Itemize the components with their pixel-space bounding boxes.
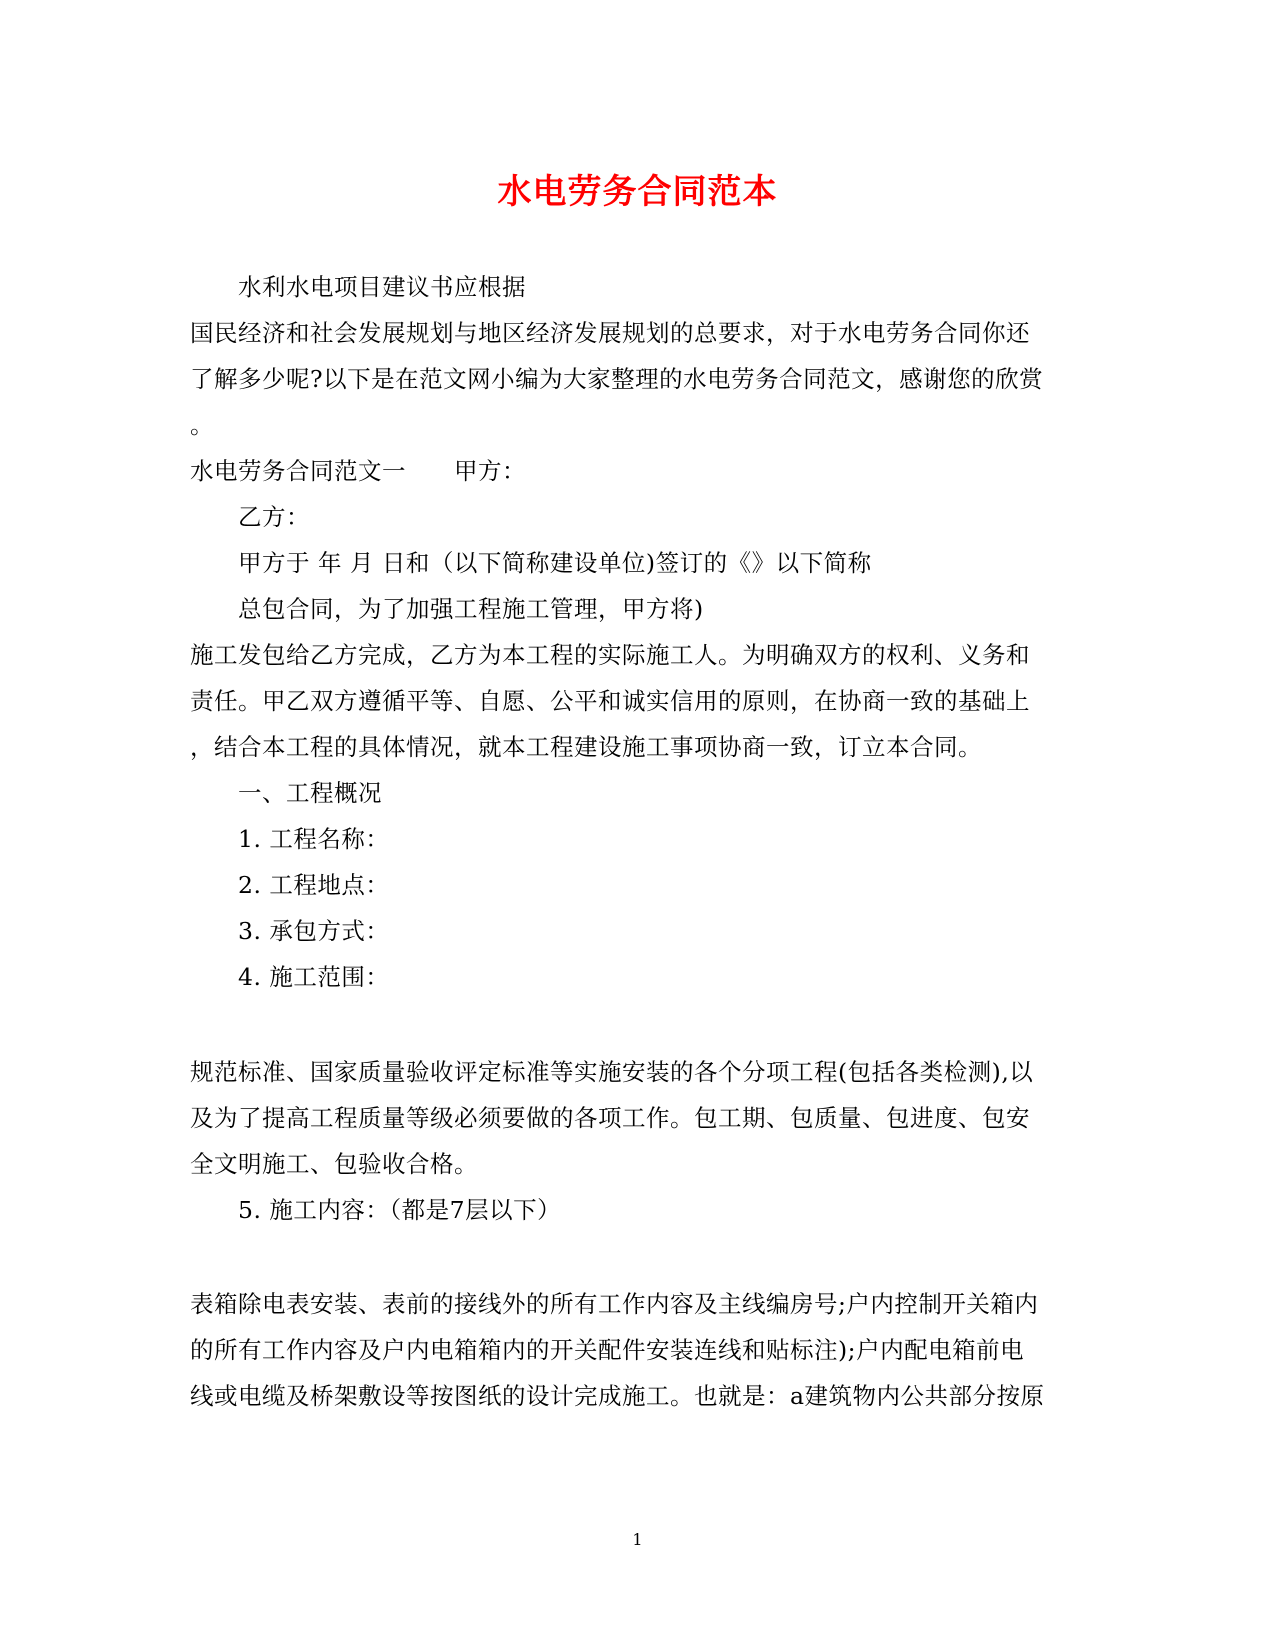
party-b-label: 乙方：	[238, 503, 310, 531]
list-item: 5. 施工内容：（都是7层以下）	[238, 1196, 562, 1224]
paragraph-line: 的所有工作内容及户内电箱箱内的开关配件安装连线和贴标注);户内配电箱前电	[190, 1336, 1025, 1364]
list-item: 4. 施工范围：	[238, 963, 390, 991]
paragraph-line: 规范标准、国家质量验收评定标准等实施安装的各个分项工程(包括各类检测),以	[190, 1058, 1034, 1086]
paragraph-line: 总包合同，为了加强工程施工管理，甲方将)	[238, 595, 704, 623]
paragraph-line: 责任。甲乙双方遵循平等、自愿、公平和诚实信用的原则，在协商一致的基础上	[190, 687, 1030, 715]
paragraph-line: 及为了提高工程质量等级必须要做的各项工作。包工期、包质量、包进度、包安	[190, 1104, 1030, 1132]
section-heading: 一、工程概况	[238, 779, 382, 807]
paragraph-line: 线或电缆及桥架敷设等按图纸的设计完成施工。也就是：a建筑物内公共部分按原	[190, 1382, 1045, 1410]
document-title: 水电劳务合同范本	[497, 172, 778, 212]
paragraph-line: 施工发包给乙方完成，乙方为本工程的实际施工人。为明确双方的权利、义务和	[190, 641, 1030, 669]
party-a-label: 甲方：	[454, 457, 526, 485]
paragraph-line: 全文明施工、包验收合格。	[190, 1150, 478, 1178]
list-item: 3. 承包方式：	[238, 917, 390, 945]
list-item: 2. 工程地点：	[238, 871, 390, 899]
paragraph-line: 水利水电项目建议书应根据	[238, 273, 526, 301]
paragraph-line: 。	[190, 411, 214, 439]
paragraph-line: 国民经济和社会发展规划与地区经济发展规划的总要求，对于水电劳务合同你还	[190, 319, 1030, 347]
paragraph-line: ，结合本工程的具体情况，就本工程建设施工事项协商一致，订立本合同。	[190, 733, 982, 761]
list-item: 1. 工程名称：	[238, 825, 390, 853]
paragraph-line: 表箱除电表安装、表前的接线外的所有工作内容及主线编房号;户内控制开关箱内	[190, 1290, 1039, 1318]
contract-heading: 水电劳务合同范文一	[190, 457, 406, 485]
paragraph-line: 了解多少呢?以下是在范文网小编为大家整理的水电劳务合同范文，感谢您的欣赏	[190, 365, 1044, 393]
paragraph-line	[190, 454, 526, 488]
page-number: 1	[632, 1530, 643, 1549]
paragraph-line: 甲方于 年 月 日和（以下简称建设单位)签订的《》以下简称	[238, 549, 872, 577]
